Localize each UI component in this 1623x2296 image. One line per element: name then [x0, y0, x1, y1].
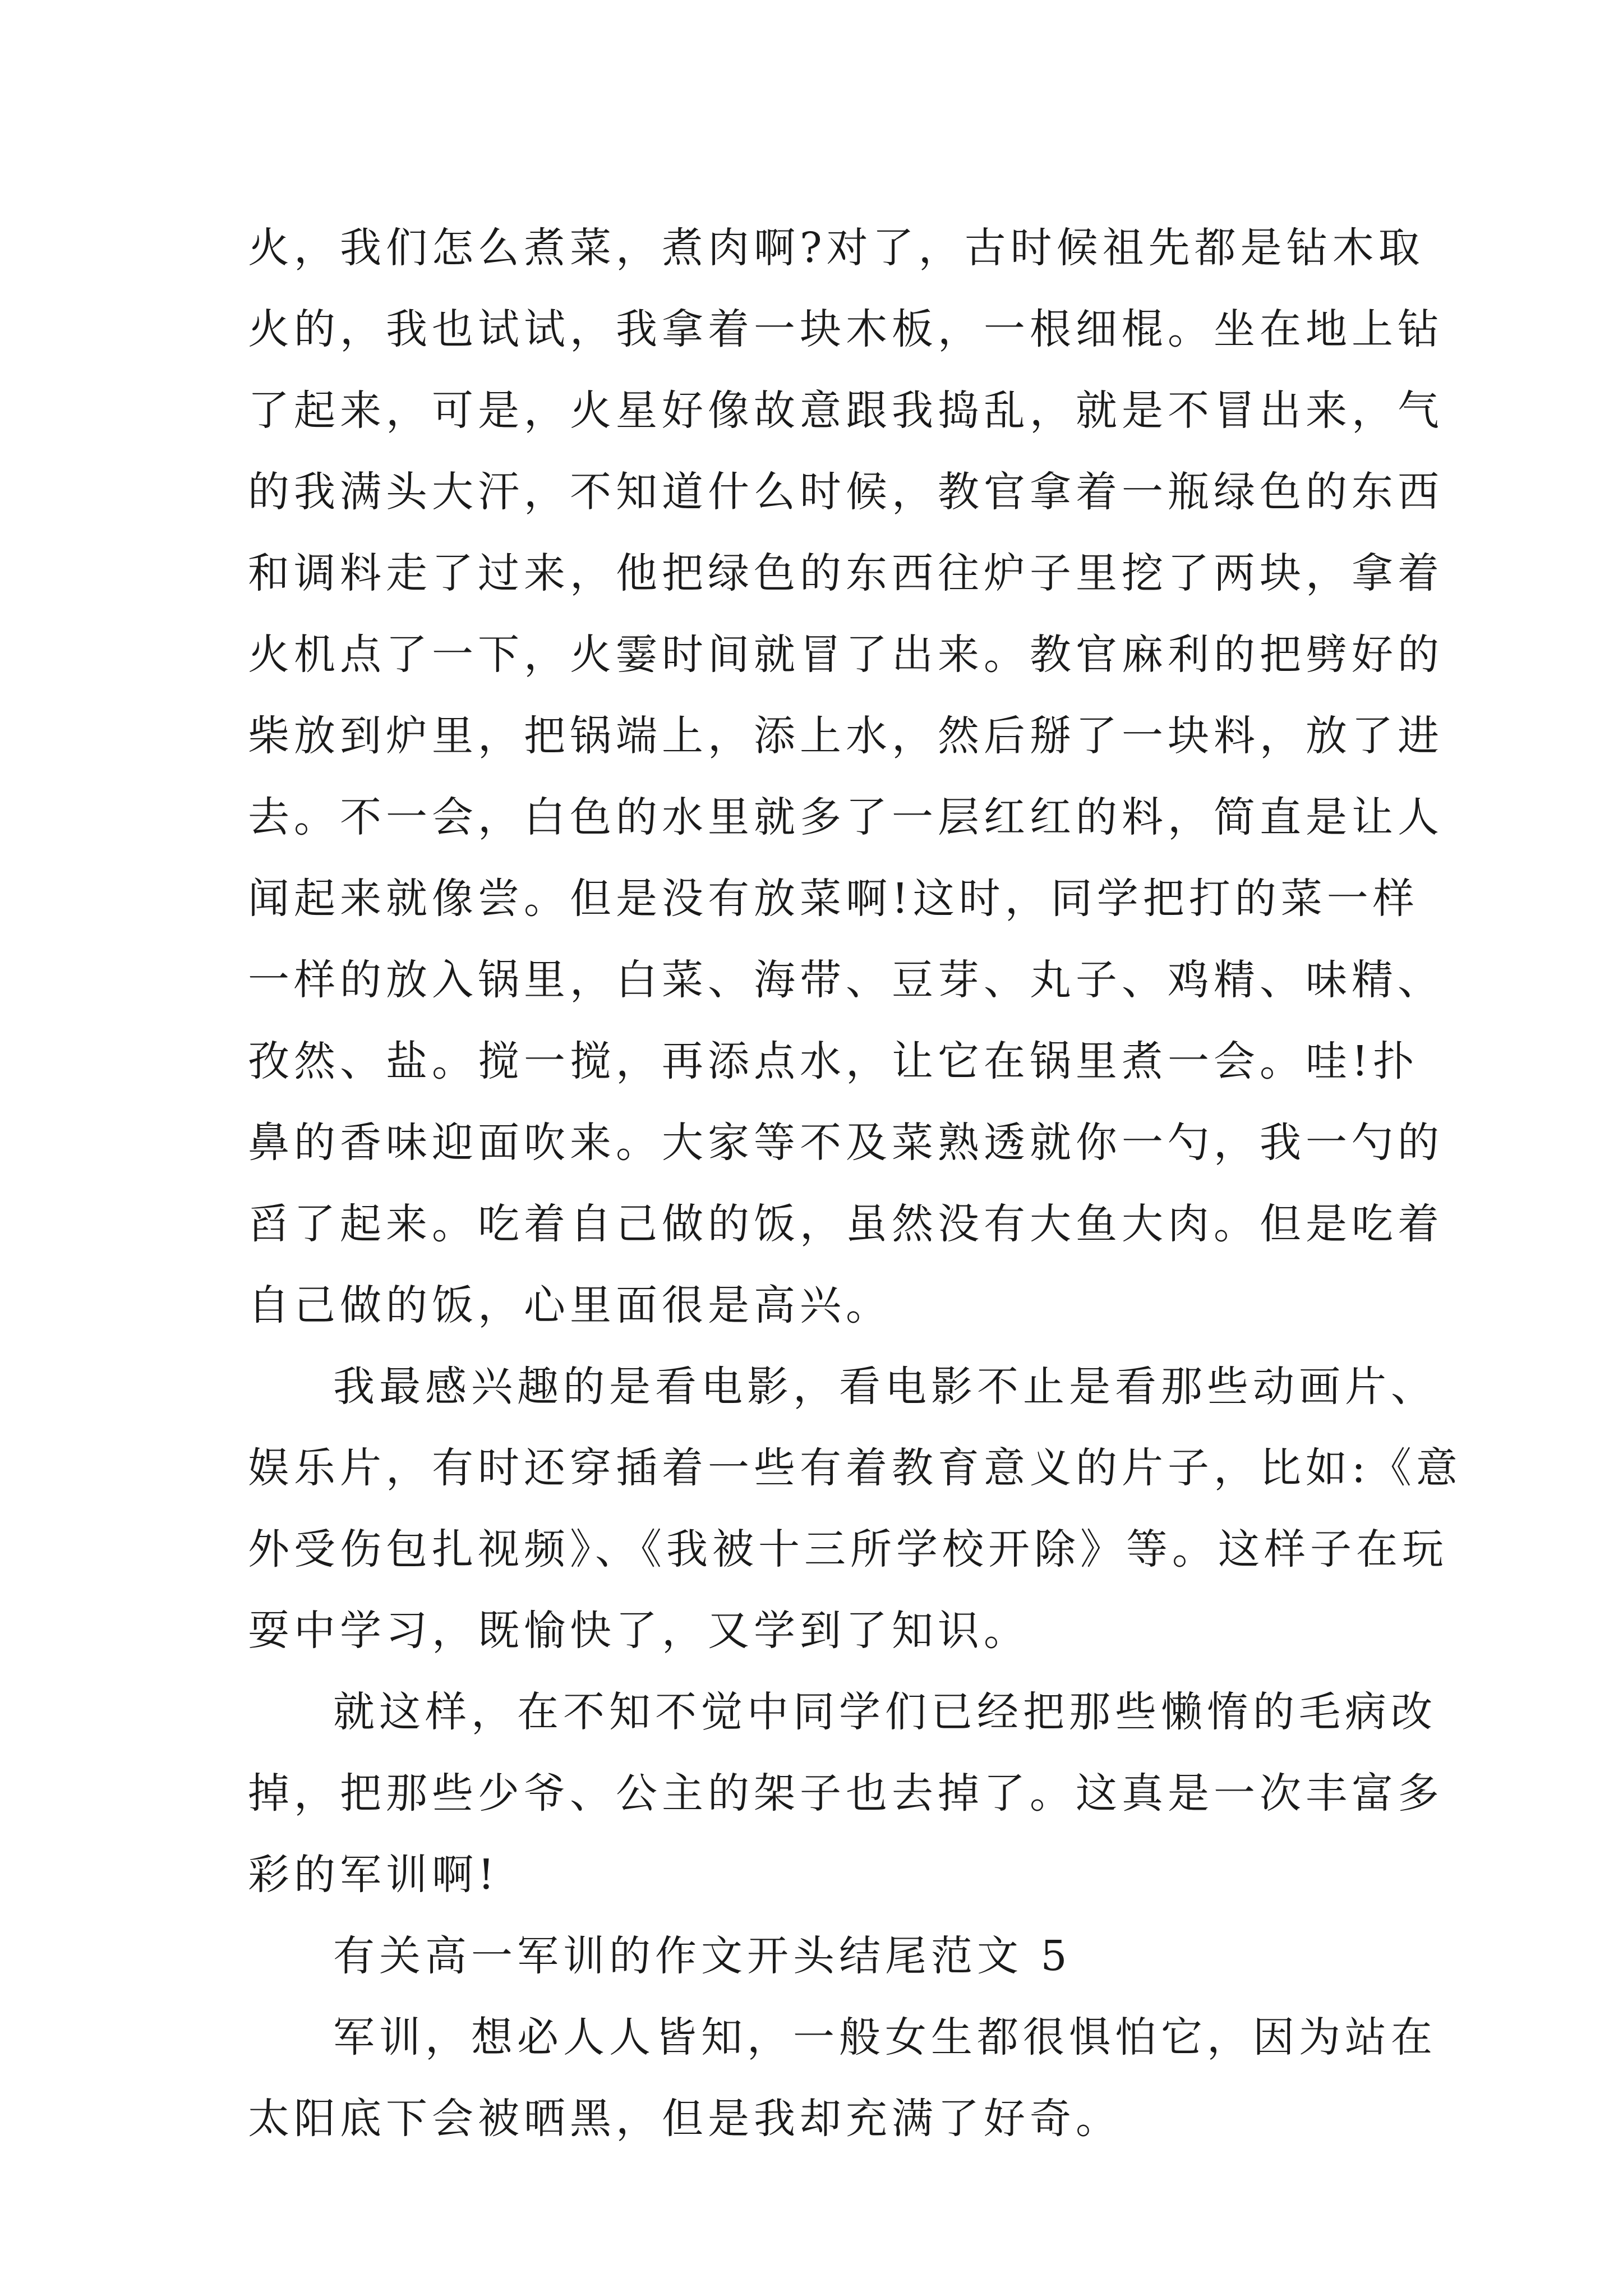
text-line: 掉，把那些少爷、公主的架子也去掉了。这真是一次丰富多 — [248, 1769, 1444, 1818]
text-line: 外受伤包扎视频》、《我被十三所学校开除》等。这样子在玩 — [248, 1525, 1448, 1573]
text-line: 去。不一会，白色的水里就多了一层红红的料，简直是让人 — [248, 793, 1444, 841]
text-line: 闻起来就像尝。但是没有放菜啊!这时，同学把打的菜一样 — [248, 875, 1419, 923]
text-line: 了起来，可是，火星好像故意跟我捣乱，就是不冒出来，气 — [248, 386, 1444, 435]
text-line: 娱乐片，有时还穿插着一些有着教育意义的片子，比如:《意 — [248, 1444, 1462, 1492]
text-line: 彩的军训啊! — [248, 1851, 499, 1899]
text-line: 耍中学习，既愉快了，又学到了知识。 — [248, 1607, 1030, 1655]
text-line: 火的，我也试试，我拿着一块木板，一根细棍。坐在地上钻 — [248, 305, 1444, 353]
text-line: 孜然、盐。搅一搅，再添点水，让它在锅里煮一会。哇!扑 — [248, 1037, 1419, 1085]
text-line: 的我满头大汗，不知道什么时候，教官拿着一瓶绿色的东西 — [248, 468, 1444, 516]
section-heading: 有关高一军训的作文开头结尾范文 5 — [333, 1932, 1072, 1980]
paragraph-start-line: 就这样，在不知不觉中同学们已经把那些懒惰的毛病改 — [333, 1688, 1437, 1736]
paragraph-start-line: 我最感兴趣的是看电影，看电影不止是看那些动画片、 — [333, 1363, 1437, 1411]
document-body — [248, 208, 1462, 2160]
text-line: 和调料走了过来，他把绿色的东西往炉子里挖了两块，拿着 — [248, 549, 1444, 597]
text-line: 一样的放入锅里，白菜、海带、豆芽、丸子、鸡精、味精、 — [248, 956, 1444, 1004]
text-line: 火机点了一下，火霎时间就冒了出来。教官麻利的把劈好的 — [248, 631, 1444, 679]
text-line: 柴放到炉里，把锅端上，添上水，然后掰了一块料，放了进 — [248, 712, 1444, 760]
paragraph-start-line: 军训，想必人人皆知，一般女生都很惧怕它，因为站在 — [333, 2013, 1437, 2062]
text-line: 鼻的香味迎面吹来。大家等不及菜熟透就你一勺，我一勺的 — [248, 1119, 1444, 1167]
text-line: 火，我们怎么煮菜，煮肉啊?对了，古时候祖先都是钻木取 — [248, 224, 1424, 272]
text-line: 自己做的饭，心里面很是高兴。 — [248, 1281, 892, 1329]
text-line: 舀了起来。吃着自己做的饭，虽然没有大鱼大肉。但是吃着 — [248, 1200, 1444, 1248]
text-line: 太阳底下会被晒黑，但是我却充满了好奇。 — [248, 2095, 1122, 2143]
